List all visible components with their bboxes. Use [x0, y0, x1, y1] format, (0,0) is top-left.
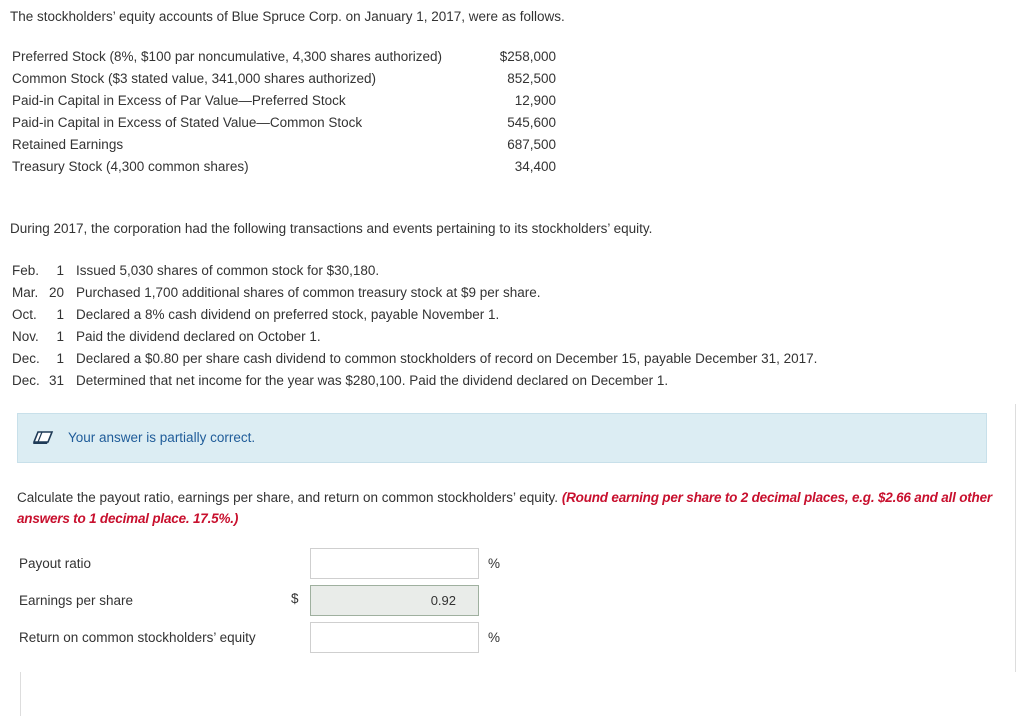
transaction-desc: Determined that net income for the year was $280,100. Paid the dividend declared on December 1.	[76, 373, 669, 388]
transaction-month: Oct.	[12, 307, 37, 322]
percent-unit: %	[488, 630, 501, 645]
account-value: 545,600	[507, 115, 556, 130]
transaction-desc: Purchased 1,700 additional shares of common treasury stock at $9 per share.	[76, 285, 541, 300]
roe-label: Return on common stockholders’ equity	[19, 630, 256, 645]
transaction-day: 1	[56, 351, 64, 366]
account-value: 12,900	[514, 93, 556, 108]
payout-ratio-input[interactable]	[310, 548, 479, 579]
intro-text: The stockholders’ equity accounts of Blue Spruce Corp. on January 1, 2017, were as follows.	[10, 9, 565, 24]
transaction-month: Nov.	[12, 329, 39, 344]
account-label: Common Stock ($3 stated value, 341,000 shares authorized)	[12, 71, 376, 86]
eps-label: Earnings per share	[19, 593, 134, 608]
roe-input[interactable]	[310, 622, 479, 653]
transaction-day: 1	[56, 329, 64, 344]
question-text	[17, 487, 992, 529]
eps-input[interactable]	[310, 585, 479, 616]
transaction-day: 31	[48, 373, 64, 388]
account-value: 687,500	[507, 137, 556, 152]
transaction-month: Mar.	[12, 285, 39, 300]
rounding-instruction: (Round earning per share to 2 decimal places, e.g. $2.66 and all other answers to 1 decimal place. 17.5%.)	[17, 490, 992, 526]
transaction-desc: Declared a 8% cash dividend on preferred stock, payable November 1.	[76, 307, 500, 322]
account-value: $258,000	[499, 49, 556, 64]
transaction-day: 1	[56, 263, 64, 278]
divider	[1015, 404, 1016, 672]
transaction-month: Dec.	[12, 351, 40, 366]
transaction-month: Dec.	[12, 373, 40, 388]
feedback-banner	[17, 413, 987, 463]
dollar-sign: $	[291, 591, 299, 606]
payout-ratio-label: Payout ratio	[19, 556, 92, 571]
account-label: Paid-in Capital in Excess of Stated Value—Common Stock	[12, 115, 363, 130]
transaction-desc: Declared a $0.80 per share cash dividend to common stockholders of record on December 15, payable December 31, 2017.	[76, 351, 818, 366]
percent-unit: %	[488, 556, 501, 571]
transactions-intro: During 2017, the corporation had the following transactions and events pertaining to its stockholders’ equity.	[10, 221, 653, 236]
account-value: 34,400	[514, 159, 556, 174]
transaction-desc: Paid the dividend declared on October 1.	[76, 329, 321, 344]
transaction-day: 20	[48, 285, 64, 300]
pencil-icon	[32, 431, 54, 445]
question-prompt: Calculate the payout ratio, earnings per share, and return on common stockholders’ equity.	[17, 490, 562, 505]
account-label: Retained Earnings	[12, 137, 124, 152]
feedback-text: Your answer is partially correct.	[68, 430, 256, 445]
account-label: Paid-in Capital in Excess of Par Value—Preferred Stock	[12, 93, 346, 108]
account-label: Treasury Stock (4,300 common shares)	[12, 159, 249, 174]
transaction-month: Feb.	[12, 263, 40, 278]
account-label: Preferred Stock (8%, $100 par noncumulative, 4,300 shares authorized)	[12, 49, 442, 64]
divider	[20, 672, 21, 716]
transaction-desc: Issued 5,030 shares of common stock for $30,180.	[76, 263, 380, 278]
transaction-day: 1	[56, 307, 64, 322]
account-value: 852,500	[507, 71, 556, 86]
